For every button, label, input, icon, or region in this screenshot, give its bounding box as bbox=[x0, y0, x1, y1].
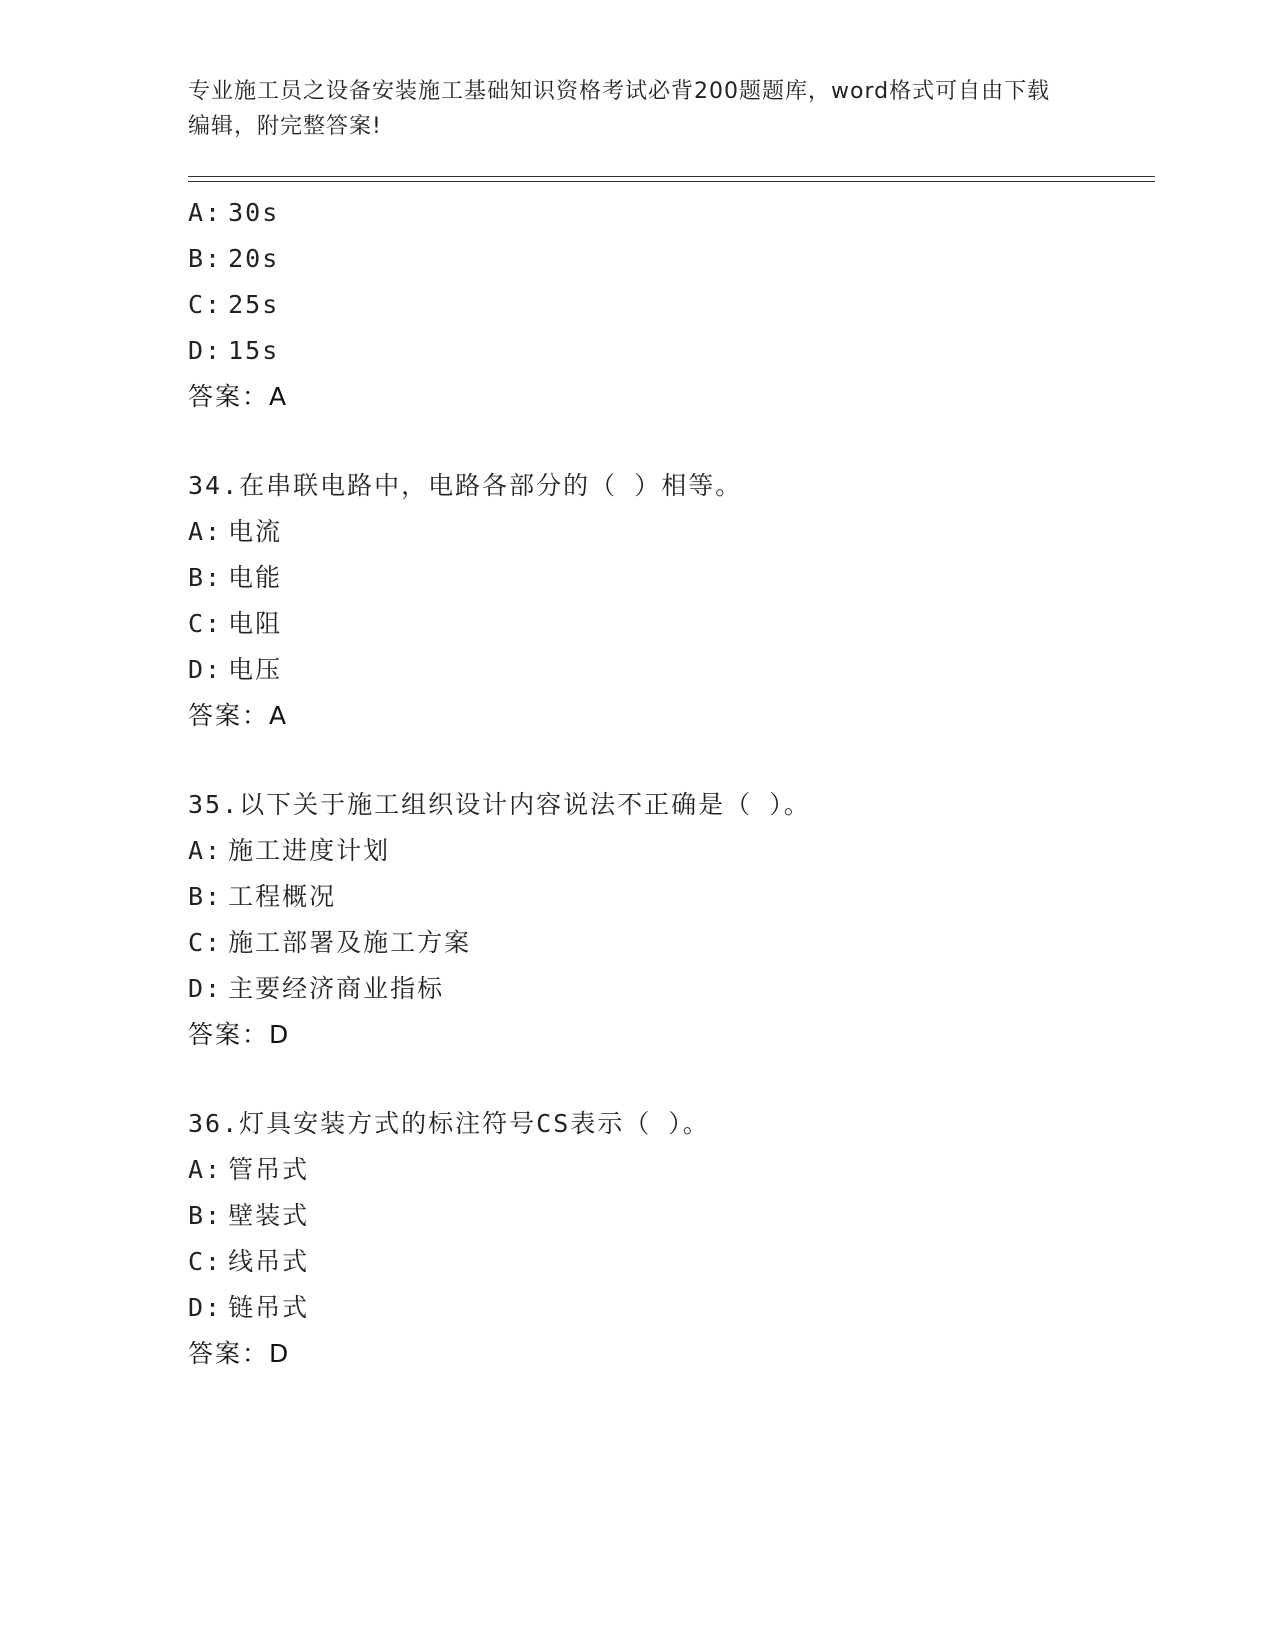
answer-line: 答案：D bbox=[188, 1339, 291, 1368]
option-key: C: bbox=[188, 928, 223, 957]
option-d bbox=[188, 1285, 1148, 1331]
option-a bbox=[188, 1147, 1148, 1193]
option-d bbox=[188, 966, 1148, 1012]
option-b bbox=[188, 874, 1148, 920]
option-key: C: bbox=[188, 290, 223, 319]
question-stem: 34.在串联电路中，电路各部分的（ ）相等。 bbox=[188, 471, 743, 500]
option-text: 25s bbox=[228, 290, 280, 319]
option-key: C: bbox=[188, 609, 223, 638]
option-c bbox=[188, 282, 1148, 328]
option-text: 30s bbox=[228, 198, 280, 227]
header-rule-top bbox=[188, 176, 1155, 177]
option-text: 15s bbox=[228, 336, 280, 365]
answer-line: 答案：D bbox=[188, 1020, 291, 1049]
option-text: 链吊式 bbox=[228, 1293, 310, 1322]
option-text: 线吊式 bbox=[228, 1247, 310, 1276]
option-a bbox=[188, 509, 1148, 555]
question-stem: 35.以下关于施工组织设计内容说法不正确是（ ）。 bbox=[188, 790, 811, 819]
option-key: A: bbox=[188, 1155, 223, 1184]
option-key: A: bbox=[188, 836, 223, 865]
option-b bbox=[188, 236, 1148, 282]
option-key: D: bbox=[188, 655, 223, 684]
question-block-34 bbox=[188, 463, 1148, 739]
page-header-title: 专业施工员之设备安装施工基础知识资格考试必背200题题库，word格式可自由下载编辑，附完整答案! bbox=[188, 79, 1051, 139]
option-c bbox=[188, 1239, 1148, 1285]
option-text: 电压 bbox=[228, 655, 283, 684]
header-rule-bottom bbox=[188, 181, 1155, 182]
option-text: 电流 bbox=[228, 517, 283, 546]
option-key: B: bbox=[188, 1201, 223, 1230]
option-text: 施工部署及施工方案 bbox=[228, 928, 472, 957]
option-a bbox=[188, 828, 1148, 874]
option-c bbox=[188, 601, 1148, 647]
question-block-35 bbox=[188, 782, 1148, 1058]
option-b bbox=[188, 1193, 1148, 1239]
option-key: D: bbox=[188, 1293, 223, 1322]
option-c bbox=[188, 920, 1148, 966]
option-text: 电能 bbox=[228, 563, 283, 592]
question-block-33 bbox=[188, 190, 1148, 420]
question-list bbox=[188, 190, 1148, 1377]
option-text: 主要经济商业指标 bbox=[228, 974, 445, 1003]
option-text: 管吊式 bbox=[228, 1155, 310, 1184]
option-d bbox=[188, 647, 1148, 693]
option-key: D: bbox=[188, 336, 223, 365]
option-key: A: bbox=[188, 198, 223, 227]
option-text: 电阻 bbox=[228, 609, 283, 638]
option-d bbox=[188, 328, 1148, 374]
question-stem: 36.灯具安装方式的标注符号CS表示（ ）。 bbox=[188, 1109, 710, 1138]
answer-line: 答案：A bbox=[188, 382, 289, 411]
option-b bbox=[188, 555, 1148, 601]
option-key: B: bbox=[188, 563, 223, 592]
option-key: B: bbox=[188, 882, 223, 911]
option-text: 20s bbox=[228, 244, 280, 273]
option-key: C: bbox=[188, 1247, 223, 1276]
option-key: B: bbox=[188, 244, 223, 273]
question-block-36 bbox=[188, 1101, 1148, 1377]
option-text: 壁装式 bbox=[228, 1201, 310, 1230]
option-key: A: bbox=[188, 517, 223, 546]
option-text: 施工进度计划 bbox=[228, 836, 391, 865]
option-a bbox=[188, 190, 1148, 236]
option-key: D: bbox=[188, 974, 223, 1003]
answer-line: 答案：A bbox=[188, 701, 289, 730]
option-text: 工程概况 bbox=[228, 882, 337, 911]
